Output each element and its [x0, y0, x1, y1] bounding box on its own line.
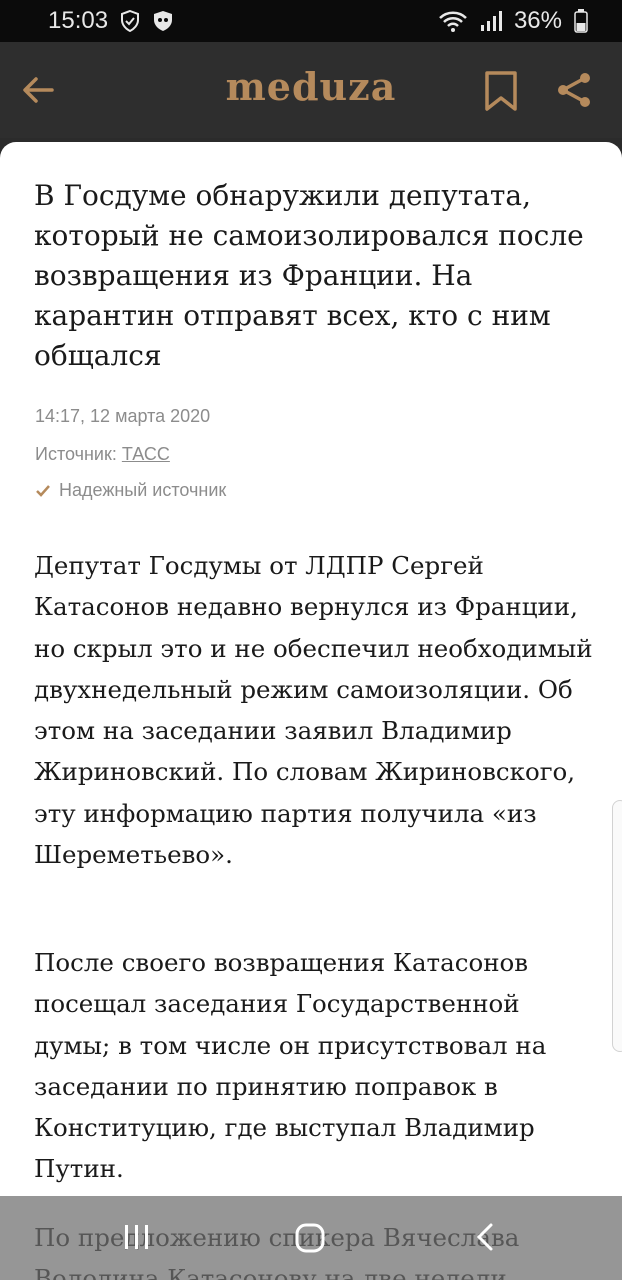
clock: 15:03: [48, 7, 109, 34]
article-date: 14:17, 12 марта 2020: [35, 406, 211, 426]
trust-label: Надежный источник: [59, 480, 227, 500]
status-bar: [0, 0, 622, 42]
article-paragraph: Депутат Госдумы от ЛДПР Сергей Катасонов недавно вернулся из Франции, но скрыл это и не обеспечил необходимый двухнедельный режим самоизоляции. Об этом на заседании заявил Владимир Жириновский. По словам Жириновского, эту информацию партия получила «из Шереметьево».: [34, 551, 593, 870]
article-title: В Госдуме обнаружили депутата, который не самоизолировался после возвращения из Франции. На карантин отправят всех, кто с ним общался: [34, 179, 584, 372]
bookmark-icon[interactable]: [482, 70, 520, 112]
wifi-icon: [438, 10, 468, 32]
signal-icon: [480, 10, 502, 32]
recent-apps-icon[interactable]: [122, 1222, 152, 1257]
system-nav-bar: [0, 1196, 622, 1280]
scroll-handle[interactable]: [612, 800, 622, 1052]
article-card: [0, 142, 622, 1280]
back-icon[interactable]: [474, 1222, 496, 1257]
app-bar: [0, 42, 622, 138]
antivirus-icon: [152, 10, 174, 32]
source-label: Источник:: [35, 444, 117, 464]
home-icon[interactable]: [294, 1222, 326, 1259]
battery-icon: [574, 9, 588, 33]
source-link[interactable]: ТАСС: [121, 444, 170, 464]
share-icon[interactable]: [554, 70, 594, 110]
article-paragraph: После своего возвращения Катасонов посещал заседания Государственной думы; в том числе он присутствовал на заседании по принятию поправок в Конституцию, где выступал Владимир Путин.: [34, 948, 547, 1184]
checkmark-icon: [35, 484, 51, 498]
app-logo: meduza: [225, 64, 397, 109]
battery-level: 36%: [513, 7, 562, 34]
shield-check-icon: [120, 10, 140, 32]
trust-badge: [35, 480, 226, 501]
article-source: [35, 444, 170, 465]
